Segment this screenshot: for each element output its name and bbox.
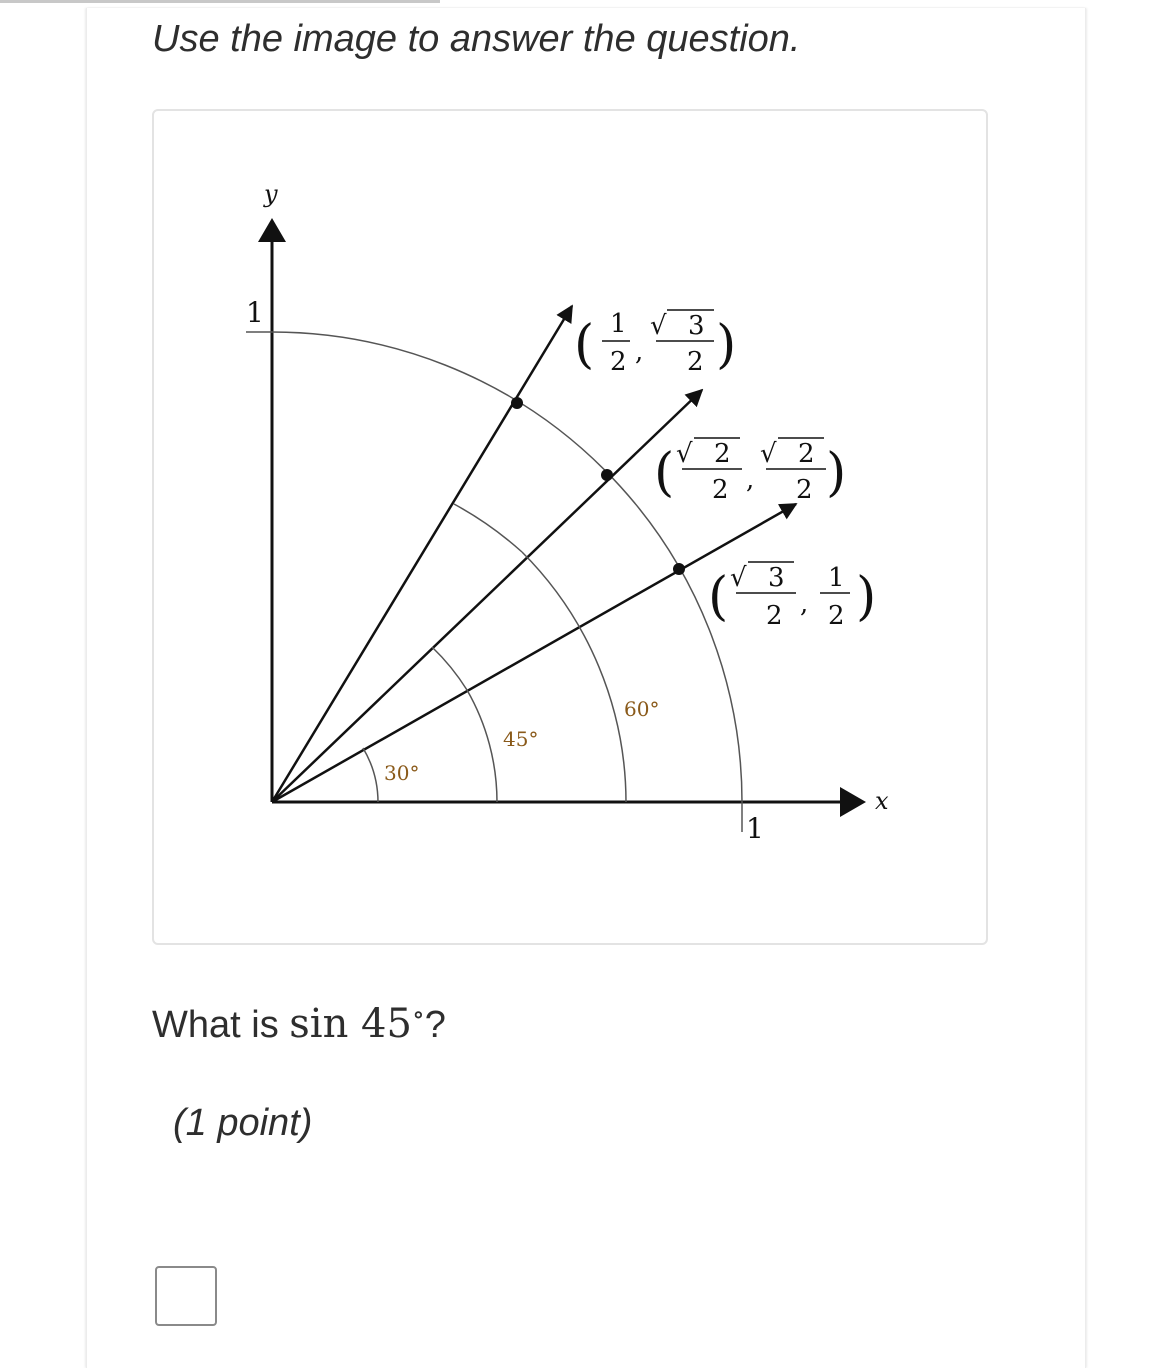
- coord30-x-rad: 3: [768, 563, 785, 593]
- angle-arc-60: [522, 552, 626, 802]
- angle-arc-60-inner: [454, 504, 522, 552]
- y-tick-label: 1: [246, 296, 264, 329]
- question-suffix: ?: [424, 1004, 446, 1046]
- point-60: [511, 397, 523, 409]
- angle-label-45: 45°: [503, 727, 539, 751]
- svg-text:): ): [826, 443, 847, 503]
- svg-text:,: ,: [746, 465, 755, 495]
- svg-text:,: ,: [800, 589, 809, 619]
- svg-text:√: √: [676, 439, 693, 469]
- svg-text:,: ,: [635, 337, 644, 367]
- coord45-y-rad: 2: [798, 439, 815, 469]
- svg-text:(: (: [574, 315, 595, 375]
- coord30-x-den: 2: [766, 601, 783, 631]
- angle-label-60: 60°: [624, 697, 660, 721]
- coord-label-30: [708, 562, 876, 631]
- coord60-x-den: 2: [610, 347, 627, 377]
- angle-arc-45a: [467, 690, 497, 802]
- question-text: [152, 1000, 446, 1047]
- angle-arc-45b: [432, 690, 467, 707]
- x-axis-arrow: [840, 787, 866, 817]
- coord-label-45: [654, 438, 846, 505]
- coord45-x-rad: 2: [714, 439, 731, 469]
- svg-text:(: (: [654, 443, 675, 503]
- points-label: (1 point): [173, 1102, 313, 1144]
- ray-45: [272, 390, 702, 802]
- coord60-y-rad: 3: [688, 311, 705, 341]
- coord45-x-den: 2: [712, 475, 729, 505]
- coord30-y-num: 1: [828, 563, 845, 593]
- instruction-text: Use the image to answer the question.: [152, 18, 801, 60]
- coord30-y-den: 2: [828, 601, 845, 631]
- y-axis-label: y: [264, 180, 278, 208]
- svg-text:√: √: [760, 439, 777, 469]
- angle-label-30: 30°: [384, 761, 420, 785]
- point-30: [673, 563, 685, 575]
- coord60-x-num: 1: [610, 309, 627, 339]
- unit-circle-diagram: [2, 2, 1170, 1359]
- svg-text:√: √: [730, 563, 747, 593]
- question-prefix: What is: [152, 1004, 290, 1046]
- svg-text:): ): [716, 315, 737, 375]
- point-45: [601, 469, 613, 481]
- coord-label-60: [574, 309, 736, 377]
- svg-text:√: √: [650, 311, 667, 341]
- unit-circle-figure: [152, 109, 988, 945]
- answer-input[interactable]: [155, 1266, 217, 1326]
- question-math: sin 45: [289, 1001, 412, 1047]
- svg-text:): ): [856, 567, 877, 627]
- y-axis-arrow: [258, 218, 286, 242]
- coord60-y-den: 2: [687, 347, 704, 377]
- svg-text:(: (: [708, 567, 729, 627]
- coord45-y-den: 2: [796, 475, 813, 505]
- angle-arc-30: [363, 748, 378, 802]
- x-axis-label: x: [875, 787, 889, 815]
- x-tick-label: 1: [746, 812, 764, 845]
- angle-arc-45-top: [430, 647, 467, 690]
- degree-symbol: ∘: [411, 1000, 425, 1030]
- angle-arc-45-inner: [432, 647, 467, 690]
